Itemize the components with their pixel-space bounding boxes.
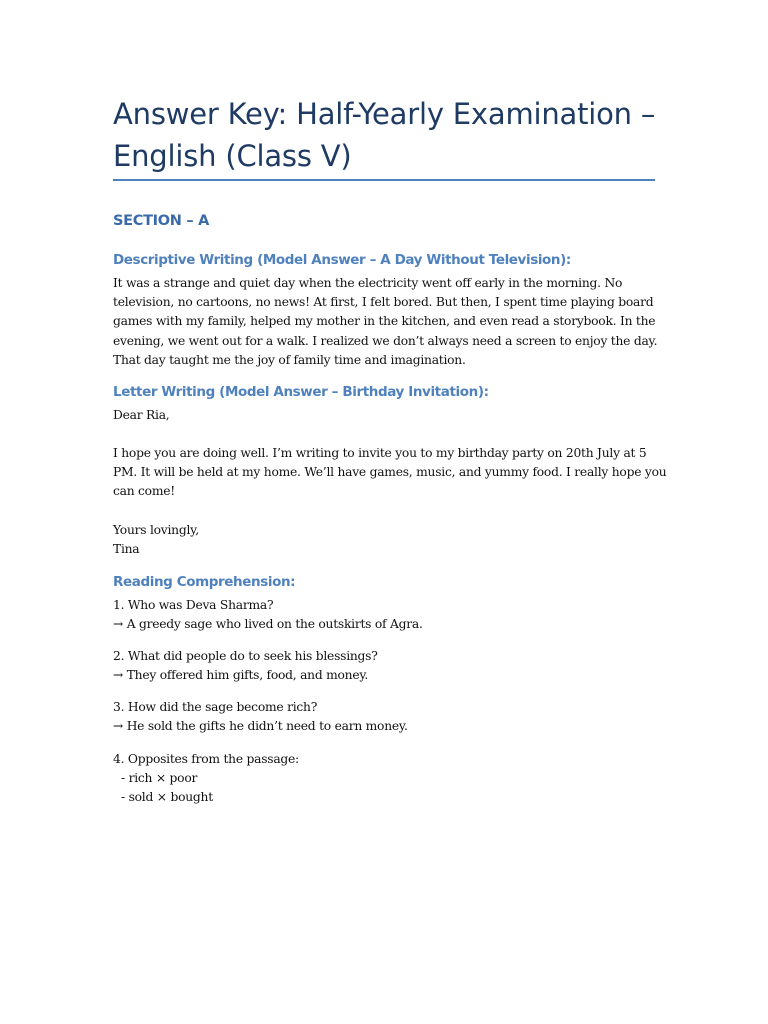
letter-line: PM. It will be held at my home. We’ll have games, music, and yummy food. I really hope you bbox=[113, 465, 667, 480]
question-text: 1. Who was Deva Sharma? bbox=[113, 598, 274, 612]
letter-body bbox=[113, 444, 667, 502]
descriptive-writing-answer bbox=[113, 274, 658, 370]
answer-text: → A greedy sage who lived on the outskirts of Agra. bbox=[113, 617, 423, 632]
letter-signature: Tina bbox=[113, 542, 140, 557]
question-text: 3. How did the sage become rich? bbox=[113, 700, 318, 714]
letter-writing-heading: Letter Writing (Model Answer – Birthday Invitation): bbox=[113, 384, 489, 400]
answer-text: → They offered him gifts, food, and money. bbox=[113, 668, 369, 683]
question-text: 4. Opposites from the passage: bbox=[113, 752, 299, 766]
question-2 bbox=[113, 647, 655, 685]
descriptive-line: It was a strange and quiet day when the electricity went off early in the morning. No bbox=[113, 276, 623, 290]
reading-comprehension-heading: Reading Comprehension: bbox=[113, 574, 296, 590]
title-line-1: Answer Key: Half-Yearly Examination – bbox=[113, 97, 656, 131]
title-line-2: English (Class V) bbox=[113, 139, 352, 173]
letter-closing-text: Yours lovingly, bbox=[113, 523, 199, 537]
letter-line: can come! bbox=[113, 484, 175, 499]
opposite-item: - sold × bought bbox=[121, 790, 213, 805]
opposite-item: - rich × poor bbox=[121, 771, 198, 786]
descriptive-line: That day taught me the joy of family time and imagination. bbox=[113, 352, 466, 367]
descriptive-line: games with my family, helped my mother in the kitchen, and even read a storybook. In the bbox=[113, 314, 656, 329]
question-text: 2. What did people do to seek his blessings? bbox=[113, 649, 378, 663]
descriptive-line: evening, we went out for a walk. I realized we don’t always need a screen to enjoy the day. bbox=[113, 333, 658, 348]
letter-salutation: Dear Ria, bbox=[113, 408, 170, 422]
letter-closing bbox=[113, 521, 655, 559]
section-a-heading: SECTION – A bbox=[113, 213, 210, 229]
question-4 bbox=[113, 750, 655, 808]
document-title bbox=[113, 93, 673, 177]
descriptive-line: television, no cartoons, no news! At first, I felt bored. But then, I spent time playing board bbox=[113, 295, 654, 310]
title-divider bbox=[113, 179, 655, 181]
question-3 bbox=[113, 698, 655, 736]
descriptive-writing-heading: Descriptive Writing (Model Answer – A Day Without Television): bbox=[113, 252, 571, 268]
question-1 bbox=[113, 596, 655, 634]
answer-text: → He sold the gifts he didn’t need to earn money. bbox=[113, 719, 408, 734]
letter-line: I hope you are doing well. I’m writing to invite you to my birthday party on 20th July at 5 bbox=[113, 446, 647, 460]
